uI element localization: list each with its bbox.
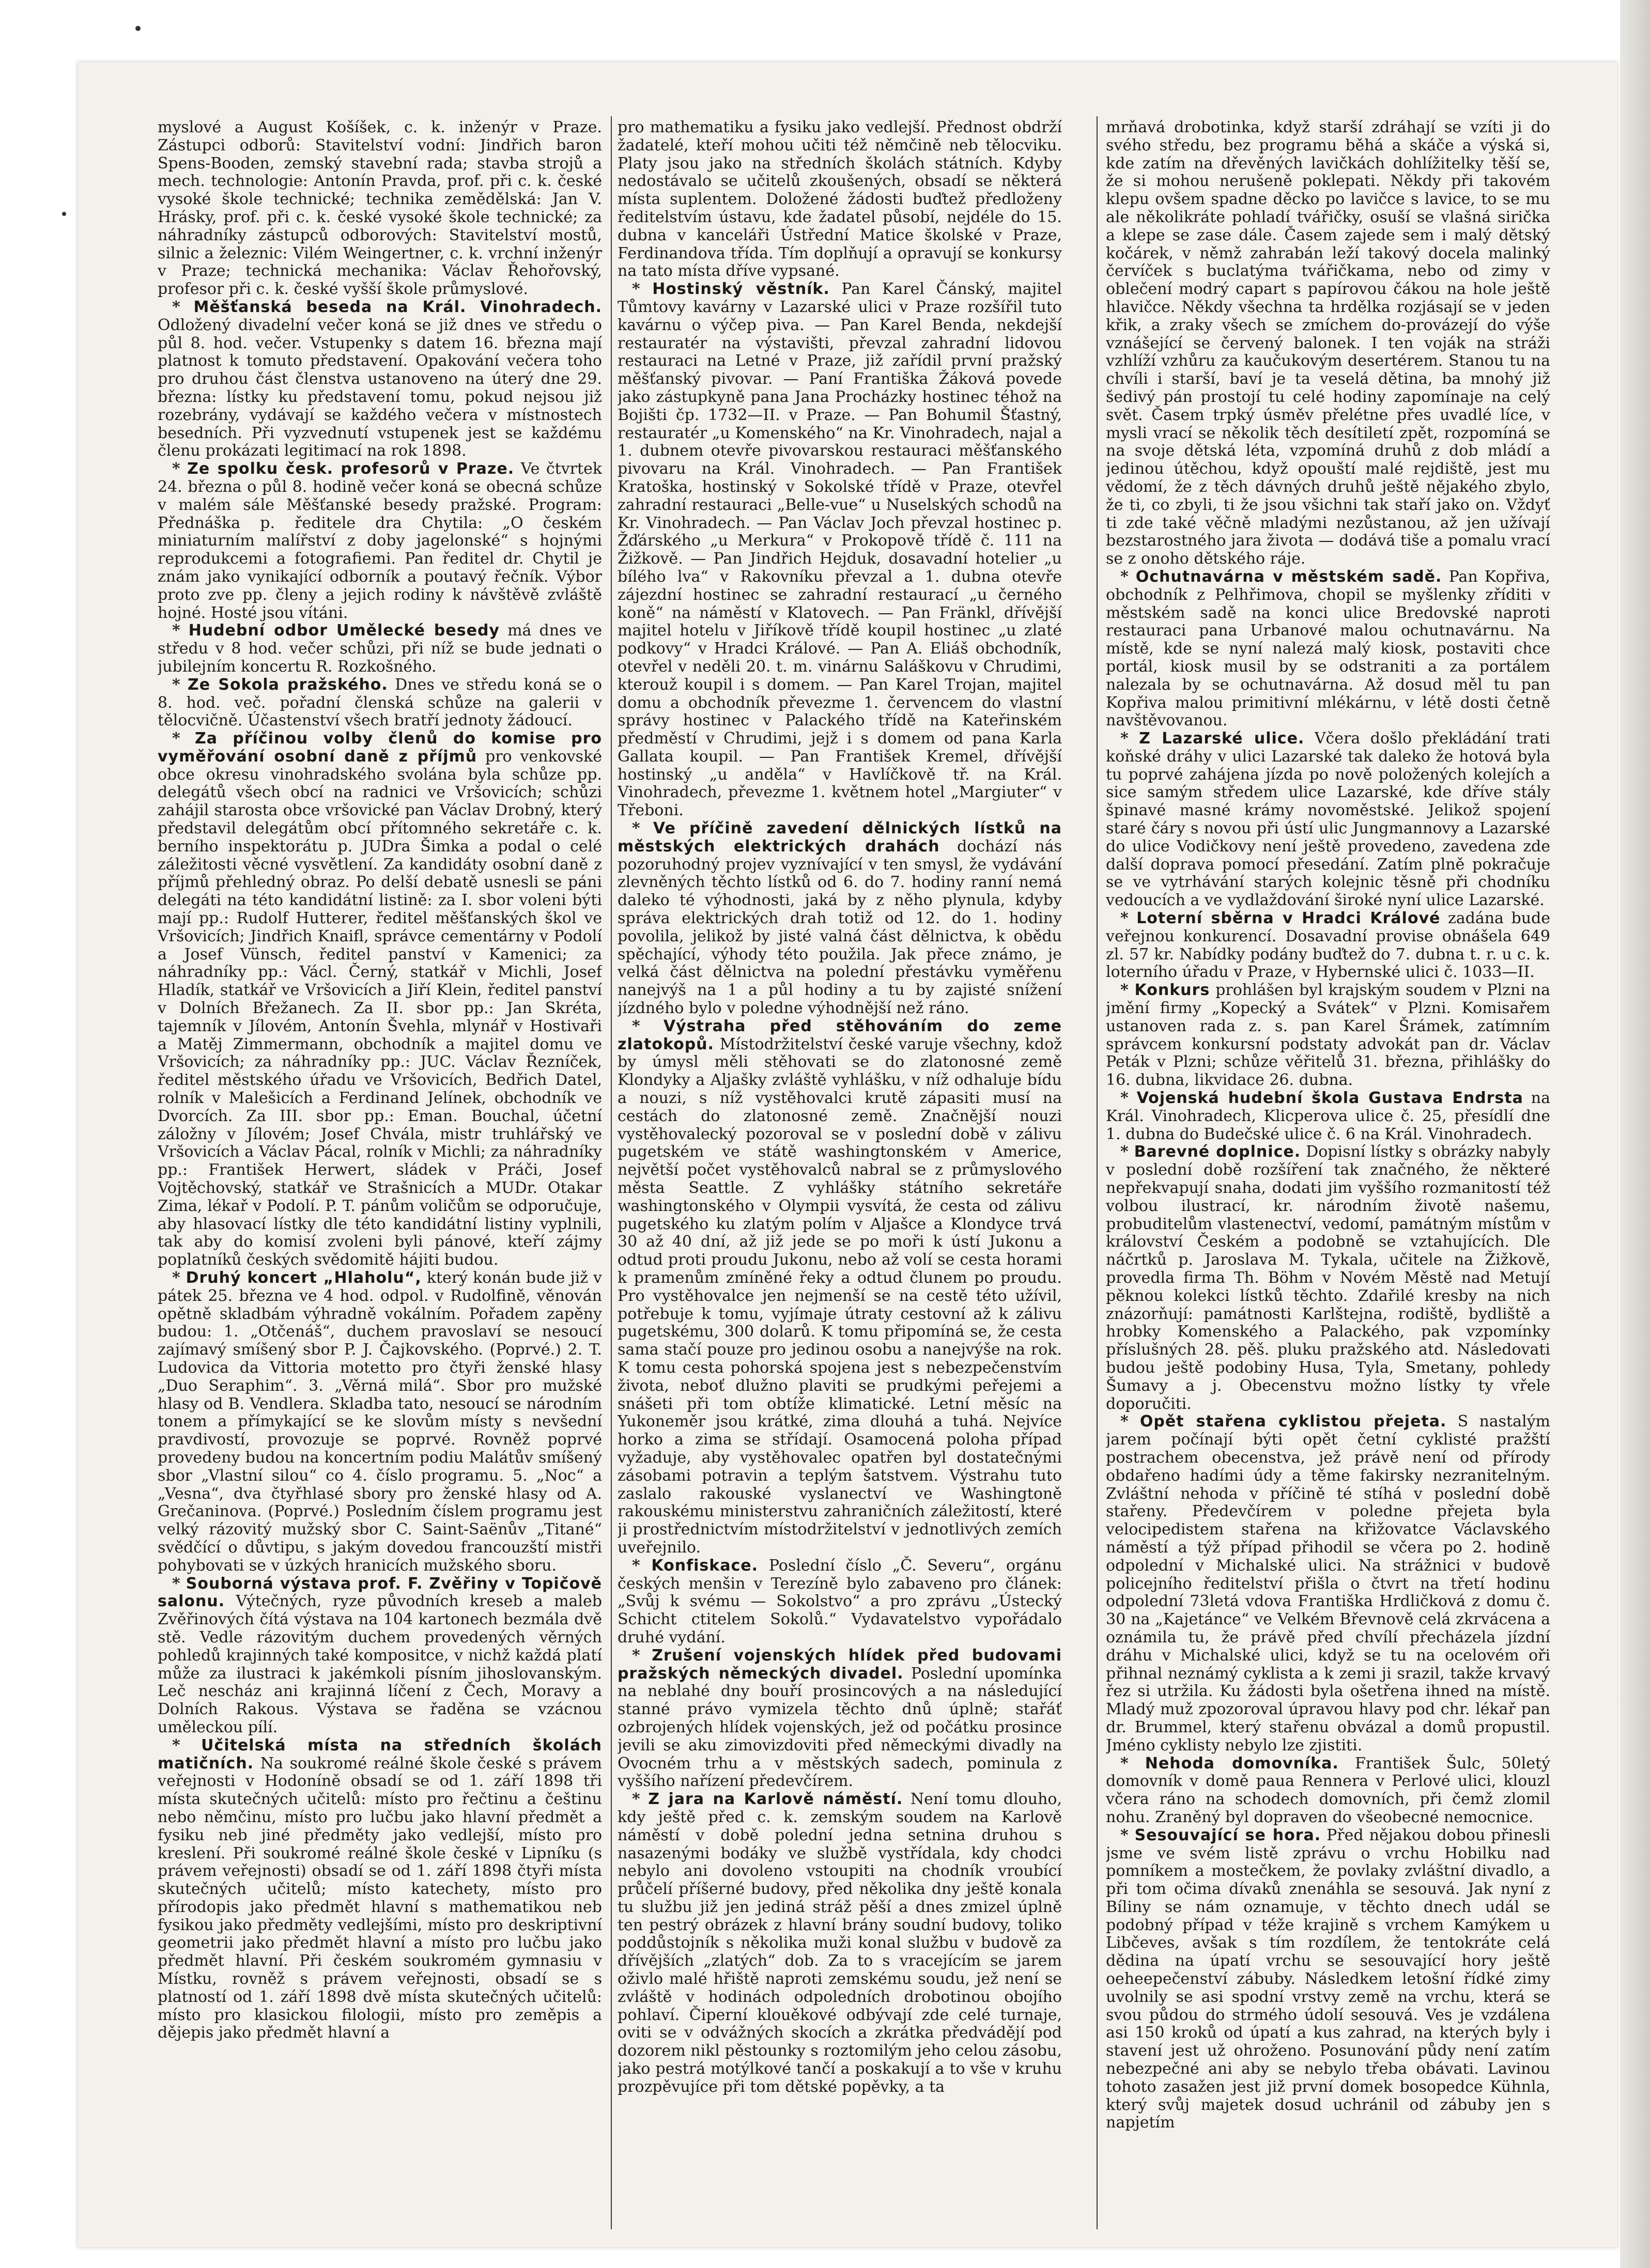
news-body: Pan Kopřiva, obchodník z Pelhřimova, chopil se myšlenky zříditi v městském sadě na konci ulice Bredovské naproti restauraci pana Urbanové malou ochutnavárnu. Na místě, kde se nyní nalezá malý kiosk, postaviti chce portál, kiosk musil by se odstraniti a za portálem nalezala by se ochutnavárna. Až dosud měl tu pan Kopřiva malou primitivní mlékárnu, v létě dosti četně navštěvovanou.: [1106, 567, 1550, 730]
news-body: Ve čtvrtek 24. března o půl 8. hodině večer koná se obecná schůze v malém sále Měšťanské besedy pražské. Program: Přednáška p. ředitele dra Chytila: „O českém miniaturním malířství z doby jagelonské“ s hojnými reprodukcemi a fotografiemi. Pan ředitel dr. Chytil je znám jako vynikající odborník a poutavý řečník. Výbor proto zve pp. členy a jejich rodiny k návštěvě zvláště hojné. Hosté jsou vítáni.: [158, 460, 602, 622]
text-column-3: [1106, 119, 1550, 2227]
news-headline: Opět stařena cyklistou přejeta.: [1139, 1412, 1447, 1431]
news-item: [158, 460, 602, 622]
ink-speck: [135, 26, 141, 31]
news-body: pro venkovské obce okresu vinohradského svolána byla schůze pp. delegátů všech obcí na radnici ve Vršovicích; schůzi zahájil starosta obce vršovické pan Václav Drobný, který představil delegátům obcí přítomného sekretáře c. k. berního inspektorátu p. JUDra Šimka a podal o celé záležitosti věcné vysvětlení. Za kandidáty osobní daně z příjmů přehledný obraz. Po delší debatě usnesli se páni delegáti na této kandidátní listině: za I. sbor voleni býti mají pp.: Rudolf Hutterer, ředitel měšťanských škol ve Vršovicích; Jindřich Knaifl, správce cementárny v Podolí a Josef Vünsch, ředitel panství v Kamenici; za náhradníky pp.: Václ. Černý, statkář v Michli, Josef Hladík, statkář ve Vršovicích a Jiří Klein, ředitel panství v Dolních Břežanech. Za II. sbor pp.: Jan Skréta, tajemník v Jílovém, Antonín Švehla, mlynář v Hostivaři a Matěj Zimmermann, obchodník a majitel domu ve Vršovicích; za náhradníky pp.: JUC. Václav Řezníček, ředitel městského úřadu ve Vršovicích, Bedřich Datel, rolník v Malešicích a Ferdinand Jelínek, obchodník ve Dvorcích. Za III. sbor pp.: Eman. Bouchal, účetní záložny v Jílovém; Josef Chvála, mistr truhlářský ve Vršovicích a Václav Pácal, rolník v Michli; za náhradníky pp.: František Herwert, sládek v Práči, Josef Vojtěchovský, statkář ve Strašnicích a MUDr. Otakar Zima, lékař v Podolí. P. T. pánům voličům se odporučuje, aby hlasovací lístky dle této kandidátní listiny vyplnili, tak aby do komisí zvoleni byli pánové, kteří zájmy poplatníků českých svědomitě hájiti budou.: [158, 747, 602, 1269]
news-item: [158, 1269, 602, 1575]
item-bullet: *: [1120, 1412, 1140, 1431]
news-headline: Z jara na Karlově náměstí.: [648, 1790, 903, 1809]
news-item: [158, 676, 602, 730]
news-body: prohlášen byl krajským soudem v Plzni na jmění firmy „Kopecký a Svátek“ v Plzni. Komisařem ustanoven rada z. s. pan Karel Šrámek, zatímním správcem konkursní podstaty advokát pan dr. Václav Peták v Plzni; schůze věřitelů 31. března, přihlášky do 16. dubna, likvidace 26. dubna.: [1106, 981, 1550, 1090]
item-bullet: *: [632, 1790, 649, 1809]
news-headline: Nehoda domovníka.: [1145, 1754, 1339, 1773]
item-bullet: *: [1120, 981, 1135, 1000]
news-item: [1106, 982, 1550, 1090]
news-item: [1106, 1143, 1550, 1413]
news-headline: Konkurs: [1134, 981, 1210, 1000]
news-body: Dnes ve středu koná se o 8. hod. več. pořadní členská schůze na galerii v tělocvičně. Účastenství všech bratří jednoty žádoucí.: [158, 675, 602, 730]
column-rule: [611, 116, 612, 2229]
item-bullet: *: [172, 1736, 202, 1754]
news-item: [1106, 910, 1550, 982]
news-body: František Šulc, 50letý domovník v domě paua Rennera v Perlové ulici, klouzl včera ráno na schodech domovních, při čemž zlomil nohu. Zraněný byl dopraven do všeobecné nemocnice.: [1106, 1754, 1550, 1826]
news-item: [618, 1647, 1062, 1791]
news-headline: Souborná výstava prof. F. Zvěřiny v Topičově salonu.: [158, 1574, 602, 1611]
news-item: [158, 622, 602, 676]
news-headline: Měšťanská beseda na Král. Vinohradech.: [193, 298, 602, 316]
news-body: Včera došlo překládání trati koňské dráhy v ulici Lazarské tak daleko že hotová byla tu poprvé zahájena jízda po nově položených kolejích a sice samým středem ulice Lazarské, kde dříve stály špinavé masné krámy novoměstské. Jelikož spojení staré čáry s novou při ústí ulic Jungmannovy a Lazarské do ulice Vodičkovy není ještě provedeno, zavedena zde další doprava pomocí přesedání. Zatím plně pokračuje se ve vytrhávání starých kolejnic těsně při chodníku vedoucích a ve vydlaždování široké nyní ulice Lazarské.: [1106, 729, 1550, 910]
news-item: [618, 1557, 1062, 1647]
item-bullet: *: [1120, 1826, 1135, 1844]
item-bullet: *: [172, 729, 195, 748]
news-item: [1106, 1413, 1550, 1754]
item-bullet: *: [172, 1574, 186, 1593]
news-body: myslové a August Košíšek, c. k. inženýr v Praze. Zástupci odborů: Stavitelství vodní: Jindřich baron Spens-Booden, zemský stavební rada; stavba strojů a mech. technologie: Antonín Pravda, prof. při c. k. české vysoké škole technické; technika zemědělská: Jan V. Hrásky, prof. při c. k. české vysoké škole technické; za náhradníky zástupců odborových: Stavitelství mostů, silnic a železnic: Vilém Weingertner, c. k. vrchní inženýr v Praze; technická mechanika: Václav Řehořovský, profesor při c. k. české vyšší škole průmyslové.: [158, 119, 602, 299]
news-headline: Ochutnavárna v městském sadě.: [1135, 567, 1442, 586]
news-headline: Ze Sokola pražského.: [187, 675, 388, 694]
item-bullet: *: [1120, 1143, 1134, 1161]
news-body: pro mathematiku a fysiku jako vedlejší. Přednost obdrží žadatelé, kteří mohou učiti též němčině neb tělocviku. Platy jsou jako na středních školách státních. Kdyby nedostávalo se učitelů zkoušených, obsadí se některá místa suplentem. Doložené žádosti buďtež předloženy ředitelstvím ústavu, kde žadatel působí, nejdéle do 15. dubna v kanceláři Ústřední Matice školské v Praze, Ferdinandova třída. Tím doplňují a opravují se konkursy na tato místa dříve vypsané.: [618, 119, 1062, 281]
item-bullet: *: [632, 1556, 652, 1575]
item-bullet: *: [1120, 909, 1137, 928]
page-edge-shadow: [1620, 0, 1650, 2268]
news-headline: Sesouvající se hora.: [1134, 1826, 1321, 1844]
news-body: Není tomu dlouho, kdy ještě před c. k. zemským soudem na Karlově náměstí v době polední jedna setnina druhou s nasazenými bodáky ve službě vystřídala, kdy chodci nebylo ani dovoleno vstoupiti na chodník vroubící průčelí příšerné budovy, před několika dny ještě konala tu službu již jen jediná stráž pěší a dnes zmizel úplně ten pestrý obrázek z hlavní brány soudní budovy, toliko poddůstojník s několika muži konal službu v budově za dřívějších „zlatých“ dob. Za to s vracejícím se jarem oživlo malé hřiště naproti zemskému soudu, jež není se zvláště v hodinách odpoledních drobotinou obojího pohlaví. Čiperní klouěkové odbývají zde celé turnaje, oviti se v odvážných skocích a zkrátka předvádějí pod dozorem nikl pěstounky s roztomilým jeho celou zásobu, jako pestrá motýlkové tančí a poskakují a to vše v kruhu prozpěvujíce při tom dětské popěvky, a ta: [618, 1790, 1062, 2096]
item-bullet: *: [172, 622, 189, 640]
news-item: [158, 1737, 602, 2043]
news-headline: Výstraha před stěhováním do zeme zlatokopů.: [618, 1017, 1062, 1053]
news-body: mrňavá drobotinka, když starší zdráhají se vzíti ji do svého středu, bez programu běhá a skáče a výská si, kde zatím na dřevěných lavičkách dohlížitelky těší se, že si mohou nerušeně poklepati. Někdy při takovém klepu ovšem spadne děcko po lavičce s lavice, to se mu ale několikráte pohladí tvářičky, osuší se vlašná sirička a klepe se zase dále. Časem zajede sem i malý dětský kočárek, v němž zahrabán leží takový docela malinký červíček s buclatýma tvářičkama, nebo od zimy v oblečení modrý capart s papírovou čákou na hole ještě hlavičce. Někdy všechna ta hrdělka rozjásají se v jeden křik, a zraky všech se zmíchem do-provázejí do výše vznášející se červený balonek. I ten voják na stráži vzhlíží vzhůru za kaučukovým desertérem. Stanou tu na chvíli i starší, baví je ta veselá dětina, ba mnohý již šedivý pán prostojí tu celé hodiny zapomínaje na celý svět. Časem trpký úsměv přelétne přes uvadlé líce, v mysli vrací se několik těch desítiletí zpět, rozpomíná se na svoje dětská léta, vzpomíná druhů z dob mládí a jedinou útěchou, když opouští malé rejdiště, jest mu vědomí, že z těch dávných druhů ještě nějakého zbylo, že ti, co zbyli, ti že jsou všichni tak staří jako on. Vždyť ti zde také věčně mladými nezůstanou, až jen užívají bezstarostného jara života — dodává tiše a pomalu vrací se z onoho dětského ráje.: [1106, 119, 1550, 568]
item-bullet: *: [632, 819, 653, 838]
text-column-2: [618, 119, 1062, 2227]
news-body: který konán bude již v pátek 25. března ve 4 hod. odpol. v Rudolfině, věnován opětně skladbám výhradně vokálním. Pořadem zapěny budou: 1. „Otčenáš“, duchem pravoslaví se nesoucí zajímavý smíšený sbor P. J. Čajkovského. (Poprvé.) 2. T. Ludovica da Vittoria motetto pro čtyři ženské hlasy „Duo Seraphim“. 3. „Věrná milá“. Sbor pro mužské hlasy od B. Vendlera. Skladba tato, nesoucí se národním tonem a přímykající se ke slovům místy s nevšední pravdivostí, provozuje se poprvé. Rovněž poprvé provedeny budou na koncertním podiu Malátův smíšený sbor „Vlastní silou“ co 4. číslo programu. 5. „Noc“ a „Vesna“, dva čtyřhlasé sbory pro ženské hlasy od A. Grečaninova. (Poprvé.) Posledním číslem programu jest velký rázovitý mužský sbor C. Saint-Saënův „Titané“ svědčící o důvtipu, s jakým dovedou francouzští mistři pohybovati se v úzkých hranicích mužského sboru.: [158, 1269, 602, 1575]
news-body: na Král. Vinohradech, Klicperova ulice č. 25, přesídlí dne 1. dubna do Budečské ulice č. 6 na Král. Vinohradech.: [1106, 1089, 1550, 1143]
text-column-1: [158, 119, 602, 2227]
news-body: dochází nás pozoruhodný projev vyznívající v ten smysl, že vydávání zlevněných těchto lístků od 6. do 7. hodiny ranní nemá daleko té výhodnosti, jaká by z něho plynula, kdyby správa elektrických drah totiž od 12. do 1. hodiny povolila, jelikož by jisté valná část dělnictva, k obědu spěchající, výhody této použila. Jak přece známo, je velká část dělnictva na polední přestávku vyměřenu nanejvýš na 1 a půl hodiny a tu by zajisté snížení jízdného bylo v poledne výhodnější než ráno.: [618, 837, 1062, 1018]
item-bullet: *: [632, 1646, 652, 1665]
item-bullet: *: [172, 1269, 186, 1287]
item-bullet: *: [1120, 1754, 1145, 1773]
news-body: má dnes ve středu v 8 hod. večer schůzi, při níž se bude jednati o jubilejním koncertu R. Rozkošného.: [158, 622, 602, 676]
item-bullet: *: [632, 280, 653, 299]
news-headline: Zrušení vojenských hlídek před budovami pražských německých divadel.: [618, 1646, 1062, 1683]
news-body: Poslední upomínka na neblahé dny bouří prosincových a na následující stanné právo vymizela těchto dnů úplně; stařáť ozbrojených hlídek vojenských, jež od počátku prosince jevili se aku zimovizdoviti před německými divadly na Ovocném trhu a v městských sadech, pominula z vyššího nařízení předevčírem.: [618, 1664, 1062, 1791]
news-item: [1106, 730, 1550, 910]
item-bullet: *: [632, 1017, 664, 1035]
news-item: [618, 1791, 1062, 2096]
news-item: [158, 119, 602, 299]
news-item: [1106, 119, 1550, 568]
news-body: Místodržitelství české varuje všechny, kdož by úmysl měli stěhovati se do zlatonosné země Klondyky a Aljašky zvláště vyhlášku, v níž odhaluje bídu a nouzi, s níž vystěhovalci krutě zápasiti musí na cestách do zlatonosné země. Značnější nouzi vystěhovalecký pozoroval se v poslední době v zálivu pugetském ve státě washingtonském v Americe, největší počet vystěhovalců nabral se z průmyslového města Seattle. Z vyhlášky státního sekretáře washingtonského v Olympii vysvítá, že cesta od zálivu pugetského ku zlatým polím v Aljašce a Klondyce trvá 30 až 40 dní, až již jede se po moři k ústí Jukonu a odtud proti proudu Jukonu, nebo až volí se cesta horami k pramenům zmíněné řeky a odtud člunem po proudu. Pro vystěhovalce jen nejmenší se na cestě této užívil, potřebuje k tomu, vyjímaje útraty cestovní až k zálivu pugetskému, 300 dolarů. K tomu připomíná se, že cesta sama stačí pouze pro jedinou osobu a nanejvýše na rok. K tomu cesta pohorská spojena jest s nebezpečenstvím života, neboť dlužno plaviti se prudkými peřejemi a snášeti při tom obtíže klimatické. Letní měsíc na Yukoneměr jsou krátké, zima dlouhá a tuhá. Nejvíce horko a zima se střídají. Osamocená poloha případ vyžaduje, aby vystěhovalec opatřen byl dostatečnými zásobami potravin a teplým šatstvem. Výstrahu tuto zaslalo rakouské vyslanectví ve Washingtoně rakouskému ministerstvu zahraničních záležitostí, které ji prostřednictvím místodržitelství v jednotlivých zemích uveřejnilo.: [618, 1035, 1062, 1557]
news-headline: Druhý koncert „Hlaholu“,: [186, 1269, 422, 1287]
news-item: [618, 820, 1062, 1018]
item-bullet: *: [1120, 729, 1139, 748]
news-headline: Ve příčině zavedení dělnických lístků na městských elektrických drahách: [618, 819, 1062, 856]
news-body: Odložený divadelní večer koná se již dnes ve středu o půl 8. hod. večer. Vstupenky s datem 16. března mají platnost k tomuto představení. Opakování večera toho pro druhou část členstva ustanoveno na úterý dne 29. března: lístky ku představení tomu, pokud nejsou již rozebrány, vydávají se každého večera v místnostech besedních. Při vyzvednutí vstupenek jest se každému členu prokázati legitimací na rok 1898.: [158, 316, 602, 460]
news-headline: Z Lazarské ulice.: [1139, 729, 1305, 748]
news-body: zadána bude veřejnou konkurencí. Dosavadní provise obnášela 649 zl. 57 kr. Nabídky podány buďtež do 7. dubna t. r. u c. k. loterního úřadu v Praze, v Hybernské ulici č. 1033—II.: [1106, 909, 1550, 982]
news-item: [1106, 568, 1550, 730]
news-body: Výtečných, ryze původních kreseb a maleb Zvěřinových čítá výstava na 104 kartonech bezmála dvě stě. Vedle rázovitým duchem provedených věrných pohledů krajinných také kompositce, v nichž každá platí může za ilustraci k jakémkoli písním jihoslovanským. Leč nescház ani krajinná líčení z Čech, Moravy a Dolních Rakous. Výstava se řaděna se vzácnou uměleckou pílí.: [158, 1592, 602, 1736]
item-bullet: *: [1120, 567, 1136, 586]
news-item: [158, 730, 602, 1269]
news-headline: Hostinský věstník.: [652, 280, 830, 299]
news-body: S nastalým jarem počínají býti opět četní cyklisté pražští postrachem obecenstva, jež právě není od přírody obdařeno hadími údy a těme fakirsky nezranitelným. Zvláštní nehoda v příčině té stíhá v poslední době stařeny. Předevčírem v poledne přejeta byla velocipedistem stařena na křižovatce Václavského náměstí a týž případ přihodil se včera po 2. hodině odpolední v Michalské ulici. Na strážnici v budově policejního ředitelství přišla o čtvrt na třetí hodinu odpolední 73letá vdova Františka Hrdličková z domu č. 30 na „Kajetánce“ ve Velkém Břevnově celá zkrvácena a oznámila tu, že právě před chvílí přecházela jízdní dráhu v Michalské ulici, když se tu na ocelovém oři přihnal neznámý cyklista a k zemi ji srazil, takže krvavý řez si utržila. Ku žádosti byla ošetřena ihned na místě. Mladý muž zpozoroval úpravou hlavy pod chr. lékař pan dr. Brummel, který stařenu obvázal a domů propustil. Jméno cyklisty nebylo lze zjistiti.: [1106, 1412, 1550, 1754]
news-headline: Ze spolku česk. profesorů v Praze.: [187, 460, 515, 478]
news-body: Na soukromé reálné škole české s právem veřejnosti v Hodoníně obsadí se od 1. září 1898 tři místa skutečných učitelů: místo pro řečtinu a češtinu nebo němčinu, místo pro lučbu jako hlavní předmět a fysiku neb jiné předměty jako vedlejší, místo pro kreslení. Při soukromé reálné škole české v Lipníku (s právem veřejnosti) obsadí se od 1. září 1898 čtyři místa skutečných učitelů; místo katechety, místo pro přírodopis jako předmět hlavní s mathematikou neb fysikou jako předměty vedlejšími, místo pro deskriptivní geometrii jako předmět hlavní a místo pro lučbu jako předmět hlavní. Při českém soukromém gymnasiu v Místku, rovněž s právem veřejnosti, obsadí se s platností od 1. září 1898 dvě místa skutečných učitelů: místo pro klasickou filologii, místo pro zeměpis a dějepis jako předmět hlavní a: [158, 1754, 602, 2042]
news-headline: Konfiskace.: [651, 1556, 759, 1575]
news-body: Před nějakou dobou přinesli jsme ve svém listě zprávu o vrchu Hobilku nad pomníkem a mostečkem, že povlaky zvláštní divadlo, a při tom očima dívaků znenáhla se sesouvá. Jak nyní z Bíliny se nám oznamuje, v těchto dnech udál se podobný případ v téže krajině s vrchem Kamýkem u Libčeves, avšak s tím rozdílem, že tentokráte celá dědina na úpatí vrchu se sesouvající hory ještě oeheepečenství zábuby. Následkem letošní řídké zimy uvolnily se asi spodní vrstvy země na vrchu, která se svou půdou do strmého údolí sesouvá. Ves je vzdálena asi 150 kroků od úpatí a kus zahrad, na kterých byly i stavení jest už ohroženo. Posunování půdy není zatím nebezpečné ani aby se nebylo třeba obávati. Lavinou tohoto zasažen jest již první domek bosopedce Kühnla, který svůj majetek dosud uchránil od zábuby jen s napjetím: [1106, 1826, 1550, 2132]
news-item: [158, 299, 602, 460]
column-rule: [1097, 116, 1098, 2229]
news-headline: Za příčinou volby členů do komise pro vyměřování osobní daně z příjmů: [158, 729, 602, 766]
news-headline: Učitelská místa na středních školách matičních.: [158, 1736, 602, 1773]
news-item: [1106, 1755, 1550, 1827]
ink-speck: [62, 212, 66, 216]
news-headline: Vojenská hudební škola Gustava Endrsta: [1136, 1089, 1523, 1108]
news-headline: Hudební odbor Umělecké besedy: [188, 622, 500, 640]
news-item: [158, 1575, 602, 1737]
news-body: Poslední číslo „Č. Severu“, orgánu českých menšin v Terezíně bylo zabaveno pro článek: „Svůj k svému — Sokolstvo“ a pro zprávu „Ústecký Schicht ctitelem Sokolů.“ Vydavatelstvo vypořádalo druhé vydání.: [618, 1556, 1062, 1646]
item-bullet: *: [1120, 1089, 1137, 1108]
news-item: [618, 119, 1062, 281]
news-headline: Barevné doplnice.: [1134, 1143, 1301, 1161]
item-bullet: *: [172, 675, 188, 694]
news-item: [1106, 1090, 1550, 1143]
news-item: [1106, 1827, 1550, 2133]
news-item: [618, 1018, 1062, 1557]
news-item: [618, 281, 1062, 820]
news-body: Pan Karel Čánský, majitel Tůmtovy kavárny v Lazarské ulici v Praze rozšířil tuto kavárnu o výčep piva. — Pan Karel Benda, nekdejší restauratér na výstavišti, převzal zahradní lidovou restauraci na Letné v Praze, již zařídil první pražský měšťanský pivovar. — Paní Františka Žáková povede jako zástupkyně pana Jana Procházky hostinec téhož na Bojišti čp. 1732—II. v Praze. — Pan Bohumil Šťastný, restauratér „u Komenského“ na Kr. Vinohradech, najal a 1. dubnem otevře pivovarskou restauraci měšťanského pivovaru na Král. Vinohradech. — Pan František Kratoška, hostinský v Sokolské třídě v Praze, otevřel zahradní restauraci „Belle-vue“ u Nuselských schodů na Kr. Vinohradech. — Pan Václav Joch převzal hostinec p. Žďárského „u Merkura“ v Prokopově třídě č. 111 na Žižkově. — Pan Jindřich Hejduk, dosavadní hotelier „u bílého lva“ v Rakovníku převzal a 1. dubna otevře zájezdní hostinec se zahradní restaurací „u černého koně“ na náměstí v Klatovech. — Pan Fränkl, dřívější majitel hotelu v Jiříkově třídě koupil hostinec „u zlaté podkovy“ v Hradci Králové. — Pan A. Eliáš obchodník, otevřel v neděli 20. t. m. vinárnu Saláškovu v Chrudimi, kterouž koupil i s domem. — Pan Karel Trojan, majitel domu a obchodník převezme 1. červencem do vlastní správy hostinec v Palackého třídě na Kateřinském předměstí v Chrudimi, jejž i s domem od pana Karla Gallata koupil. — Pan František Kremel, dřívější hostinský „u anděla“ v Havlíčkově tř. na Král. Vinohradech, převezme 1. květnem hotel „Margiuter“ v Třeboni.: [618, 280, 1062, 820]
item-bullet: *: [172, 460, 188, 478]
news-headline: Loterní sběrna v Hradci Králové: [1136, 909, 1441, 928]
news-body: Dopisní lístky s obrázky nabyly v poslední době rozšíření tak značného, že některé nepřekvapují snaha, dodati jim vyššího rozmanitostí též volbou ilustrací, kr. národním životě našemu, probuditelům vlastenectví, vedomí, památným místům v království Českém a podobně se vztahujících. Dle náčrtků p. Jaroslava M. Tykala, učitele na Žižkově, provedla firma Th. Böhm v Novém Městě nad Metují pěknou kolekci lístků těchto. Zdařilé kresby na nich znázorňují: památnosti Karlštejna, rodiště, bydliště a hrobky Komenského a Palackého, pak vzpomínky příslušných 28. pěš. pluku pražského atd. Následovati budou ještě podobiny Husa, Tyla, Smetany, pohledy Šumavy a j. Obecenstvu možno lístky ty vřele doporučiti.: [1106, 1143, 1550, 1413]
item-bullet: *: [172, 298, 194, 316]
